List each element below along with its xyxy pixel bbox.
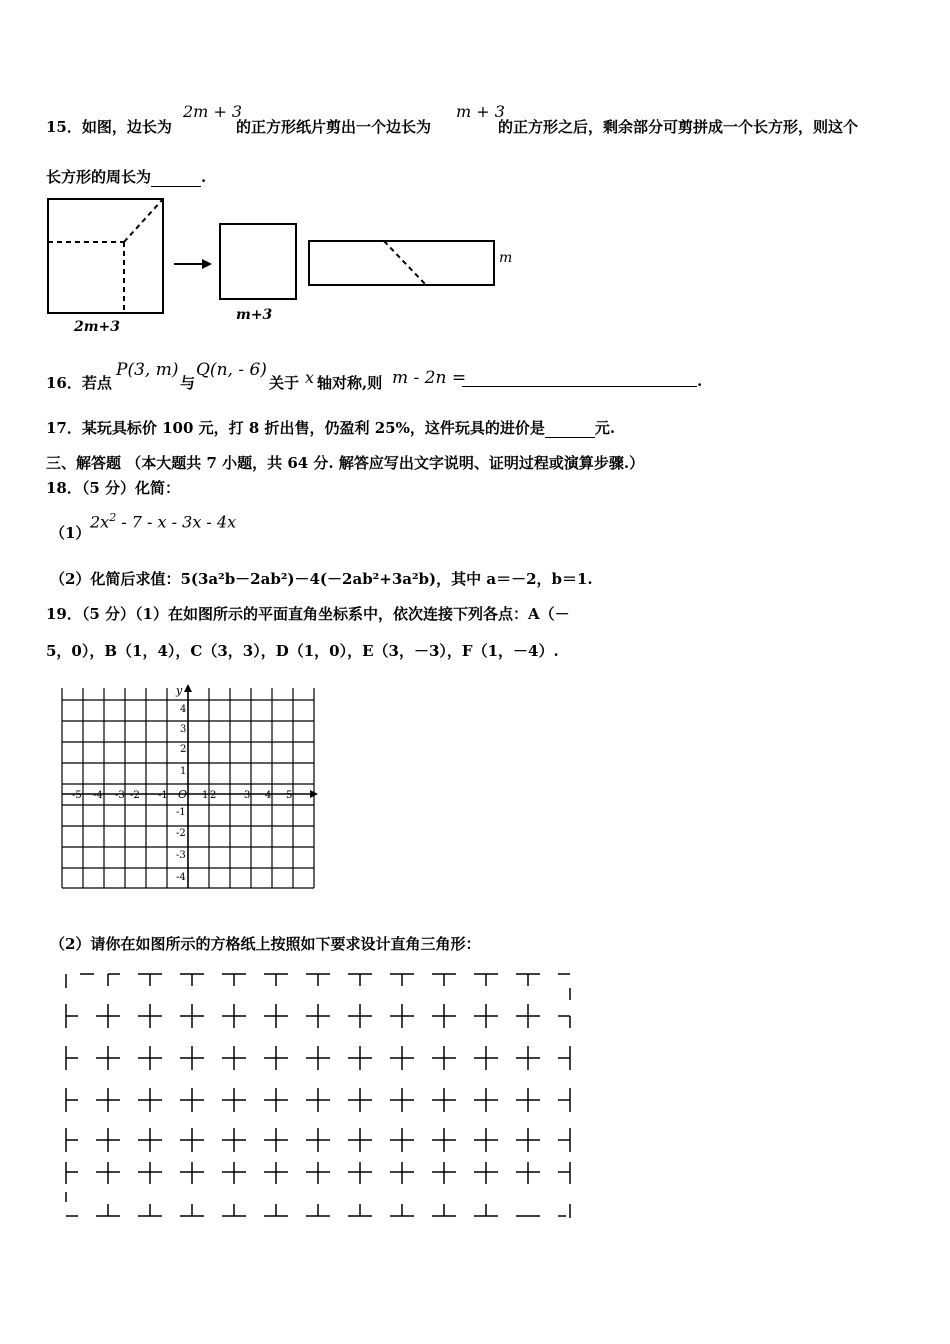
q18-part1-expression [90,511,236,531]
section-heading: 三、解答题 （本大题共 7 小题，共 64 分. 解答应写出文字说明、证明过程或演算步骤.） [46,454,645,472]
y-axis-label: y [176,684,183,697]
q16-point-p: P(3, m) [116,360,179,380]
y-tick: 4 [180,704,187,715]
y-tick: 1 [180,766,187,777]
q16-answer-blank[interactable] [462,386,697,387]
q16-text-1 [46,372,112,393]
q16-text-2: 与 [180,374,196,392]
q15-expr-2m3: 2m + 3 [183,102,243,121]
x-tick: -3 [115,790,125,801]
grid-paper[interactable] [60,966,580,1222]
q15-expr-m3: m + 3 [456,102,505,121]
q17-line [46,417,615,438]
small-square [220,224,296,299]
x-tick: 3 [244,790,251,801]
q17-text: 某玩具标价 100 元，打 8 折出售，仍盈利 25%，这件玩具的进价是 [81,419,545,437]
arrow-head [202,259,212,269]
q17-end: 元. [594,419,616,437]
q15-number: 15． [46,118,82,136]
x-tick: 1 [202,790,209,801]
q17-number: 17． [46,419,82,437]
q15-line2 [46,166,206,187]
q16-point-q: Q(n, - 6) [196,360,267,380]
q17-answer-blank[interactable] [545,419,595,438]
q19-part2: （2）请你在如图所示的方格纸上按照如下要求设计直角三角形： [50,935,481,953]
q16-expression: m - 2n = [392,368,467,388]
x-tick: 2 [210,790,217,801]
cut-line-diagonal [124,199,163,242]
q16-number: 16． [46,374,82,392]
coordinate-grid [60,682,322,894]
q19-line1: 19．（5 分）（1）在如图所示的平面直角坐标系中，依次连接下列各点：A（－ [46,605,570,623]
q18-part1-label: （1） [50,524,91,542]
q19-line2: 5，0），B（1，4），C（3，3），D（1，0），E（3，－3），F（1，－4）. [46,642,559,660]
label-m: m [499,250,513,266]
q15-text-1: 如图，边长为 [81,118,172,136]
rect-cut-line [384,241,426,285]
x-tick: -2 [130,790,140,801]
y-tick: -3 [176,850,186,861]
big-square [48,199,163,313]
x-tick: -5 [72,790,82,801]
y-tick: -1 [176,807,186,818]
q15-text-4: 长方形的周长为 [46,168,152,186]
x-tick: 5 [286,790,293,801]
grid-paper-rows [66,1004,570,1218]
y-tick: -2 [176,828,186,839]
q15-answer-blank[interactable] [151,168,201,187]
q15-figure [44,195,524,335]
y-tick: 3 [180,724,187,735]
q18-part2: （2）化简后求值：5(3a²b－2ab²)－4(－2ab²+3a²b)，其中 a＝－2，b＝1. [50,570,593,588]
y-axis-arrow [184,684,192,692]
q16-axis-x: x [305,368,315,387]
origin-label: O [178,788,188,801]
q16-ruo-dian: 若点 [81,374,112,392]
q18-expr-a: 2x [90,512,110,532]
grid-paper-marks [66,974,570,1000]
q16-end: . [697,372,703,390]
y-tick: -4 [176,872,186,883]
q18-title: 18．（5 分）化简： [46,479,181,497]
x-tick: -4 [93,790,103,801]
x-tick: 4 [265,790,272,801]
q15-line1 [46,116,172,137]
x-tick: -1 [158,790,168,801]
q16-text-3: 关于 [269,374,300,392]
long-rectangle [309,241,494,285]
q18-expr-b: - 7 - x - 3x - 4x [116,512,237,532]
y-tick: 2 [180,744,187,755]
q15-text-3: 的正方形之后，剩余部分可剪拼成一个长方形，则这个 [498,118,859,136]
q15-text-2: 的正方形纸片剪出一个边长为 [236,118,432,136]
q16-text-4: 轴对称,则 [317,374,383,392]
label-big-side: 2m+3 [74,319,121,335]
q18-expr-sup: 2 [109,511,117,524]
label-small-side: m+3 [236,307,273,323]
q15-end: . [201,168,207,186]
